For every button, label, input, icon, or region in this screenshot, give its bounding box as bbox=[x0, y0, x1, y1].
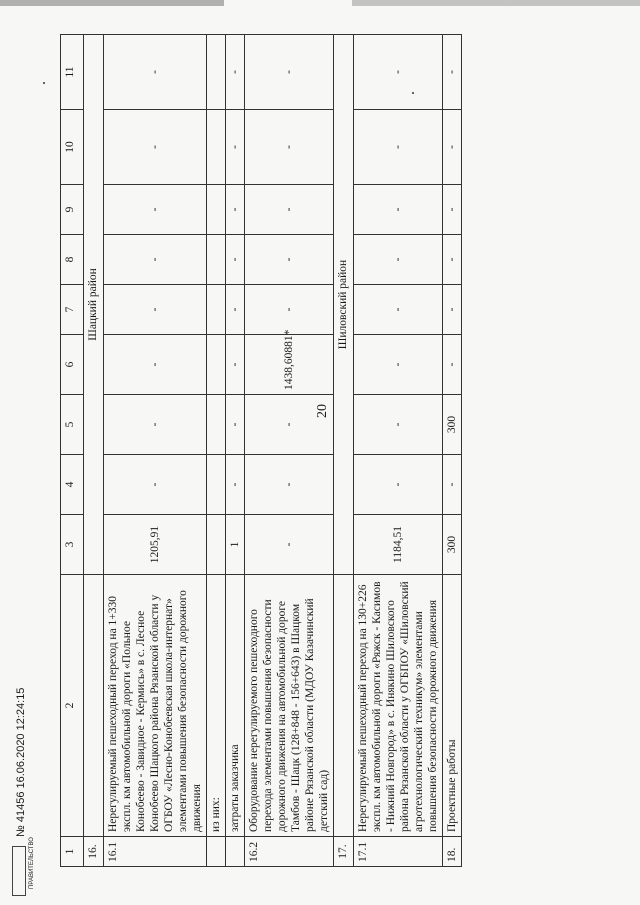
row-description: Нерегулируемый пешеходный переход на 130+226 экспл. км автомобильной дороги «Ряжск - Касимов - Нижний Новгород» в с. Инякино Шиловского района Рязанской области у ОГБПОУ «Шиловский агротехнологический техникум» элементами повышения безопасности дорожного движения bbox=[354, 575, 443, 837]
value-cell-col7: - bbox=[245, 285, 334, 335]
value-cell-col6: - bbox=[354, 335, 443, 395]
value-cell-col4: - bbox=[226, 455, 245, 515]
row-description: из них: bbox=[207, 575, 226, 837]
header-cell-11: 11 bbox=[61, 35, 84, 110]
row-number: 18. bbox=[443, 837, 462, 867]
table-row bbox=[104, 35, 207, 867]
value-cell-col10: - bbox=[245, 110, 334, 185]
table-row bbox=[443, 35, 462, 867]
value-cell-col8: - bbox=[443, 235, 462, 285]
stamp-logo-box bbox=[12, 846, 26, 896]
header-cell-7: 7 bbox=[61, 285, 84, 335]
section-row bbox=[84, 35, 104, 867]
value-cell-col5: 300 bbox=[443, 395, 462, 455]
value-cell-col7: - bbox=[104, 285, 207, 335]
value-cell-col5: - bbox=[104, 395, 207, 455]
section-title: Шиловский район bbox=[334, 35, 354, 575]
row-number: 17.1 bbox=[354, 837, 443, 867]
value-cell-col3: - bbox=[245, 515, 334, 575]
value-cell-col7 bbox=[207, 285, 226, 335]
scan-edge bbox=[0, 0, 640, 6]
value-cell-col10: - bbox=[443, 110, 462, 185]
value-cell-col6: - bbox=[104, 335, 207, 395]
header-cell-10: 10 bbox=[61, 110, 84, 185]
header-cell-1: 1 bbox=[61, 837, 84, 867]
stamp-logo: ПРАВИТЕЛЬСТВО bbox=[28, 837, 35, 889]
value-cell-col5: - bbox=[354, 395, 443, 455]
section-title: Шацкий район bbox=[84, 35, 104, 575]
value-cell-col4: - bbox=[104, 455, 207, 515]
table-row bbox=[226, 35, 245, 867]
value-cell-col4: - bbox=[443, 455, 462, 515]
table-row bbox=[245, 35, 334, 867]
value-cell-col3: 1 bbox=[226, 515, 245, 575]
value-cell-col9 bbox=[207, 185, 226, 235]
row-description: Оборудование нерегулируемого пешеходного перехода элементами повышения безопасности дорожного движения на автомобильной дороге Тамбов - Шацк (128+848 - 156+643) в Шацком районе Рязанской области (МДОУ Казачинский детский сад) bbox=[245, 575, 334, 837]
table-row bbox=[207, 35, 226, 867]
value-cell-col9: - bbox=[226, 185, 245, 235]
section-number: 17. bbox=[334, 837, 354, 867]
value-cell-col8 bbox=[207, 235, 226, 285]
row-number bbox=[207, 837, 226, 867]
value-cell-col11: - bbox=[226, 35, 245, 110]
value-cell-col11: - bbox=[104, 35, 207, 110]
header-cell-2: 2 bbox=[61, 575, 84, 837]
value-cell-col10 bbox=[207, 110, 226, 185]
value-cell-col7: - bbox=[443, 285, 462, 335]
value-cell-col3: 300 bbox=[443, 515, 462, 575]
data-table bbox=[60, 34, 462, 867]
row-number: 16.2 bbox=[245, 837, 334, 867]
value-cell-col11: - bbox=[354, 35, 443, 110]
value-cell-col5 bbox=[207, 395, 226, 455]
value-cell-col9: - bbox=[245, 185, 334, 235]
table-header-row bbox=[61, 35, 84, 867]
value-cell-col10: - bbox=[354, 110, 443, 185]
value-cell-col4 bbox=[207, 455, 226, 515]
value-cell-col9: - bbox=[443, 185, 462, 235]
value-cell-col10: - bbox=[226, 110, 245, 185]
value-cell-col8: - bbox=[354, 235, 443, 285]
row-description: затраты заказчика bbox=[226, 575, 245, 837]
value-cell-col6: 1438,60881* bbox=[245, 335, 334, 395]
value-cell-col8: - bbox=[245, 235, 334, 285]
value-cell-col11: - bbox=[245, 35, 334, 110]
header-cell-9: 9 bbox=[61, 185, 84, 235]
row-description: Проектные работы bbox=[443, 575, 462, 837]
value-cell-col7: - bbox=[226, 285, 245, 335]
value-cell-col7: - bbox=[354, 285, 443, 335]
value-cell-col6 bbox=[207, 335, 226, 395]
section-spacer bbox=[334, 575, 354, 837]
value-cell-col8: - bbox=[104, 235, 207, 285]
value-cell-col6: - bbox=[226, 335, 245, 395]
value-cell-col10: - bbox=[104, 110, 207, 185]
value-cell-col9: - bbox=[104, 185, 207, 235]
value-cell-col9: - bbox=[354, 185, 443, 235]
page-number: 20 bbox=[315, 404, 330, 418]
value-cell-col11: - bbox=[443, 35, 462, 110]
section-row bbox=[334, 35, 354, 867]
value-cell-col6: - bbox=[443, 335, 462, 395]
header-cell-8: 8 bbox=[61, 235, 84, 285]
row-description: Нерегулируемый пешеходный переход на 1+330 экспл. км автомобильной дороги «Польное Конобеево - Завидное - Кермись» в с. Лесное Конобеево Шацкого района Рязанской области у ОГБОУ «Лесно-Конобеевская школа-интернат» элементами повышения безопасности дорожного движения bbox=[104, 575, 207, 837]
section-number: 16. bbox=[84, 837, 104, 867]
header-cell-5: 5 bbox=[61, 395, 84, 455]
value-cell-col4: - bbox=[354, 455, 443, 515]
scan-speck bbox=[43, 82, 45, 84]
header-cell-4: 4 bbox=[61, 455, 84, 515]
header-cell-3: 3 bbox=[61, 515, 84, 575]
value-cell-col5: - bbox=[245, 395, 334, 455]
value-cell-col3 bbox=[207, 515, 226, 575]
value-cell-col8: - bbox=[226, 235, 245, 285]
rotated-table-container bbox=[60, 35, 500, 867]
value-cell-col5: - bbox=[226, 395, 245, 455]
row-number: 16.1 bbox=[104, 837, 207, 867]
header-cell-6: 6 bbox=[61, 335, 84, 395]
value-cell-col3: 1184,51 bbox=[354, 515, 443, 575]
section-spacer bbox=[84, 575, 104, 837]
value-cell-col11 bbox=[207, 35, 226, 110]
registration-stamp: № 41456 16.06.2020 12:24:15 bbox=[15, 687, 27, 837]
row-number bbox=[226, 837, 245, 867]
value-cell-col4: - bbox=[245, 455, 334, 515]
value-cell-col3: 1205,91 bbox=[104, 515, 207, 575]
table-row bbox=[354, 35, 443, 867]
